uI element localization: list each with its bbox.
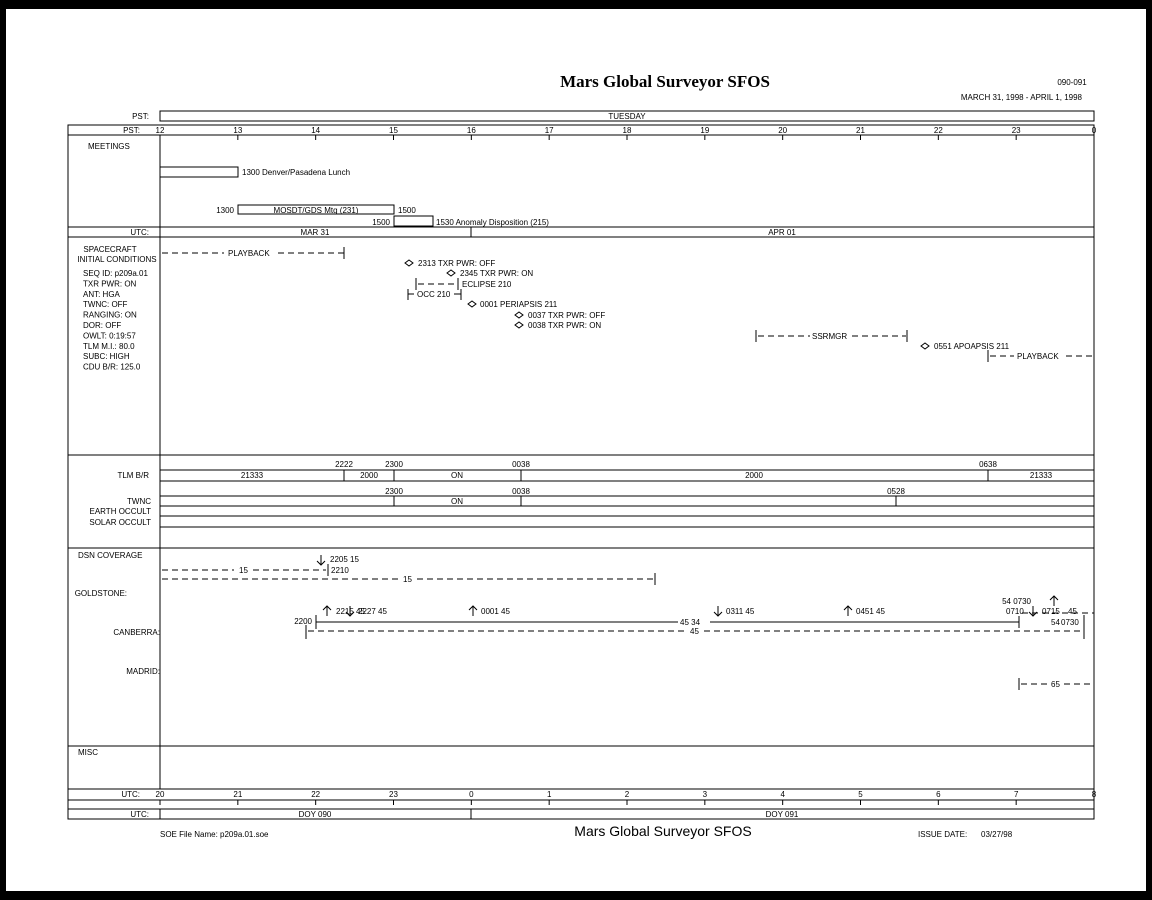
cb-marker-0001: 0001 45 — [481, 607, 510, 616]
utc-hour-label: 7 — [1013, 790, 1019, 799]
anomaly-text: 1530 Anomaly Disposition (215) — [436, 218, 549, 227]
eclipse-event: ECLIPSE 210 — [462, 280, 512, 289]
cb-right-0730: 0730 — [1061, 618, 1079, 627]
diamond-icon — [921, 343, 929, 349]
arrow-up-icon — [323, 606, 331, 616]
txr-on-event-2: 0038 TXR PWR: ON — [528, 321, 602, 330]
tlm-time-0638: 0638 — [979, 460, 997, 469]
twnc-label: TWNC — [127, 497, 151, 506]
tlm-value-4: 2000 — [745, 471, 763, 480]
solar-occult-label: SOLAR OCCULT — [89, 518, 151, 527]
cb-marker-0451: 0451 45 — [856, 607, 885, 616]
utc-hour-label: 22 — [311, 790, 321, 799]
cb-right-top: 54 0730 — [1002, 597, 1031, 606]
tlm-br-label: TLM B/R — [117, 471, 149, 480]
meetings-label: MEETINGS — [88, 142, 130, 151]
lunch-text: 1300 Denver/Pasadena Lunch — [242, 168, 351, 177]
mosdt-label: MOSDT/GDS Mtg (231) — [273, 206, 359, 215]
pst-hour-ticks — [156, 126, 1097, 140]
diamond-icon — [405, 260, 413, 266]
utc-hour-label: 2 — [624, 790, 630, 799]
cb-marker-0311: 0311 45 — [726, 607, 755, 616]
pst-hour-label: 16 — [466, 126, 476, 135]
tlm-time-2222: 2222 — [335, 460, 353, 469]
pst-hour-label: 13 — [233, 126, 243, 135]
timeline-sheet — [6, 9, 1146, 891]
tlm-value-5: 21333 — [1029, 471, 1053, 480]
issue-date-label: ISSUE DATE: — [918, 830, 968, 839]
dsn-coverage-label: DSN COVERAGE — [78, 551, 143, 560]
initial-condition-item: SUBC: HIGH — [83, 352, 130, 362]
pst-hour-label: 21 — [856, 126, 865, 135]
utc-hour-ticks — [156, 790, 1097, 805]
gs-pass2-num: 15 — [403, 575, 412, 584]
arrow-up-icon — [469, 606, 477, 616]
solar-occult-band — [160, 516, 1094, 527]
canberra-label: CANBERRA: — [113, 628, 160, 637]
pst-hour-label: 22 — [933, 126, 943, 135]
utc-hour-label: 20 — [155, 790, 165, 799]
mosdt-start: 1300 — [216, 206, 234, 215]
pst-day-name: TUESDAY — [608, 112, 646, 121]
madrid-label: MADRID: — [126, 667, 160, 676]
pst-hour-label: 15 — [389, 126, 398, 135]
occ-event: OCC 210 — [417, 290, 451, 299]
cb-right-45: 45 — [1068, 607, 1077, 616]
cb-mid-label: 45 34 — [680, 618, 701, 627]
cb-num-54: 54 — [1051, 618, 1060, 627]
anomaly-bar — [394, 216, 433, 226]
tlm-time-2300: 2300 — [385, 460, 403, 469]
cb-marker-2215: 2215 45 — [336, 607, 365, 616]
twnc-time-0038: 0038 — [512, 487, 530, 496]
earth-occult-band — [160, 506, 1094, 516]
diamond-icon — [468, 301, 476, 307]
arrow-down-icon — [317, 555, 325, 565]
pst-hour-label: 23 — [1011, 126, 1021, 135]
initial-condition-item: RANGING: ON — [83, 310, 137, 320]
utc-date-band — [68, 227, 1094, 237]
soe-file-name: SOE File Name: p209a.01.soe — [160, 830, 269, 839]
twnc-value: ON — [451, 497, 463, 506]
doc-number: 090-091 — [1057, 78, 1087, 87]
utc-hour-label: 3 — [702, 790, 708, 799]
txr-off-event-2: 0037 TXR PWR: OFF — [528, 311, 606, 320]
utc-hour-label: 1 — [546, 790, 552, 799]
lunch-bar — [160, 167, 238, 177]
diamond-icon — [515, 322, 523, 328]
twnc-time-2300: 2300 — [385, 487, 403, 496]
utc-date-label: UTC: — [130, 228, 149, 237]
doy-band — [68, 809, 1094, 819]
twnc-time-0528: 0528 — [887, 487, 905, 496]
initial-conditions-list — [83, 269, 148, 372]
earth-occult-label: EARTH OCCULT — [89, 507, 151, 516]
utc-hours-label: UTC: — [121, 790, 140, 799]
utc-hour-label: 4 — [780, 790, 785, 799]
initial-condition-item: ANT: HGA — [83, 289, 120, 299]
arrow-down-icon — [1029, 606, 1037, 616]
txr-on-event-1: 2345 TXR PWR: ON — [460, 269, 534, 278]
ssrmgr-event: SSRMGR — [812, 332, 848, 341]
footer-title: Mars Global Surveyor SFOS — [574, 823, 752, 839]
utc-hour-label: 0 — [469, 790, 474, 799]
gs-pass-num: 15 — [239, 566, 248, 575]
arrow-up-icon — [1050, 596, 1058, 606]
tlm-time-0038: 0038 — [512, 460, 530, 469]
initial-condition-item: OWLT: 0:19:57 — [83, 331, 136, 341]
pst-hour-label: 19 — [700, 126, 710, 135]
tlm-value-1: 21333 — [240, 471, 264, 480]
mosdt-end: 1500 — [398, 206, 416, 215]
txr-off-event-1: 2313 TXR PWR: OFF — [418, 259, 496, 268]
pst-hours-label: PST: — [123, 126, 140, 135]
initial-condition-item: TXR PWR: ON — [83, 279, 137, 289]
utc-date-mar31: MAR 31 — [300, 228, 330, 237]
sfos-page — [6, 9, 1146, 891]
gs-pass-end: 2210 — [331, 566, 349, 575]
doy-091: DOY 091 — [765, 810, 799, 819]
cb-right-0715: 0715 — [1042, 607, 1060, 616]
arrow-up-icon — [844, 606, 852, 616]
issue-date: 03/27/98 — [981, 830, 1013, 839]
spacecraft-label: SPACECRAFT — [83, 245, 137, 254]
tlm-br-band — [160, 470, 1094, 481]
playback-event-1: PLAYBACK — [228, 249, 270, 258]
pst-hour-label: 14 — [311, 126, 321, 135]
doy-090: DOY 090 — [298, 810, 332, 819]
anomaly-start: 1500 — [372, 218, 390, 227]
pst-hour-label: 12 — [155, 126, 165, 135]
cb-marker-2227: 2227 45 — [358, 607, 387, 616]
tlm-value-3: ON — [451, 471, 463, 480]
misc-label: MISC — [78, 748, 98, 757]
initial-conditions-label: INITIAL CONDITIONS — [77, 255, 157, 264]
initial-condition-item: TWNC: OFF — [83, 300, 128, 310]
apoapsis-event: 0551 APOAPSIS 211 — [934, 342, 1010, 351]
pst-hour-label: 17 — [544, 126, 554, 135]
cb-pass-num: 45 — [690, 627, 699, 636]
utc-hour-label: 6 — [936, 790, 941, 799]
utc-hour-label: 5 — [858, 790, 863, 799]
initial-condition-item: CDU B/R: 125.0 — [83, 362, 141, 372]
twnc-band — [160, 496, 1094, 506]
arrow-down-icon — [714, 606, 722, 616]
utc-hour-label: 21 — [233, 790, 243, 799]
madrid-num: 65 — [1051, 680, 1060, 689]
pst-day-label: PST: — [132, 112, 149, 121]
diamond-icon — [447, 270, 455, 276]
utc-hour-label: 23 — [389, 790, 398, 799]
diamond-icon — [515, 312, 523, 318]
initial-condition-item: DOR: OFF — [83, 321, 122, 330]
playback-event-2: PLAYBACK — [1017, 352, 1059, 361]
date-range: MARCH 31, 1998 - APRIL 1, 1998 — [960, 93, 1082, 102]
pst-hour-label: 20 — [778, 126, 788, 135]
utc-date-apr01: APR 01 — [768, 228, 796, 237]
periapsis-event: 0001 PERIAPSIS 211 — [480, 300, 558, 309]
pst-hour-label: 0 — [1091, 126, 1097, 135]
page-title: Mars Global Surveyor SFOS — [560, 72, 770, 91]
cb-start: 2200 — [294, 617, 312, 626]
initial-condition-item: TLM M.I.: 80.0 — [83, 341, 135, 351]
cb-right-0710: 0710 — [1006, 607, 1024, 616]
gs-pass-start: 2205 15 — [330, 555, 359, 564]
pst-hour-label: 18 — [622, 126, 632, 135]
doy-label: UTC: — [130, 810, 149, 819]
tlm-value-2: 2000 — [360, 471, 378, 480]
utc-hour-label: 8 — [1091, 790, 1097, 799]
initial-condition-item: SEQ ID: p209a.01 — [83, 269, 148, 278]
goldstone-label: GOLDSTONE: — [74, 589, 127, 598]
